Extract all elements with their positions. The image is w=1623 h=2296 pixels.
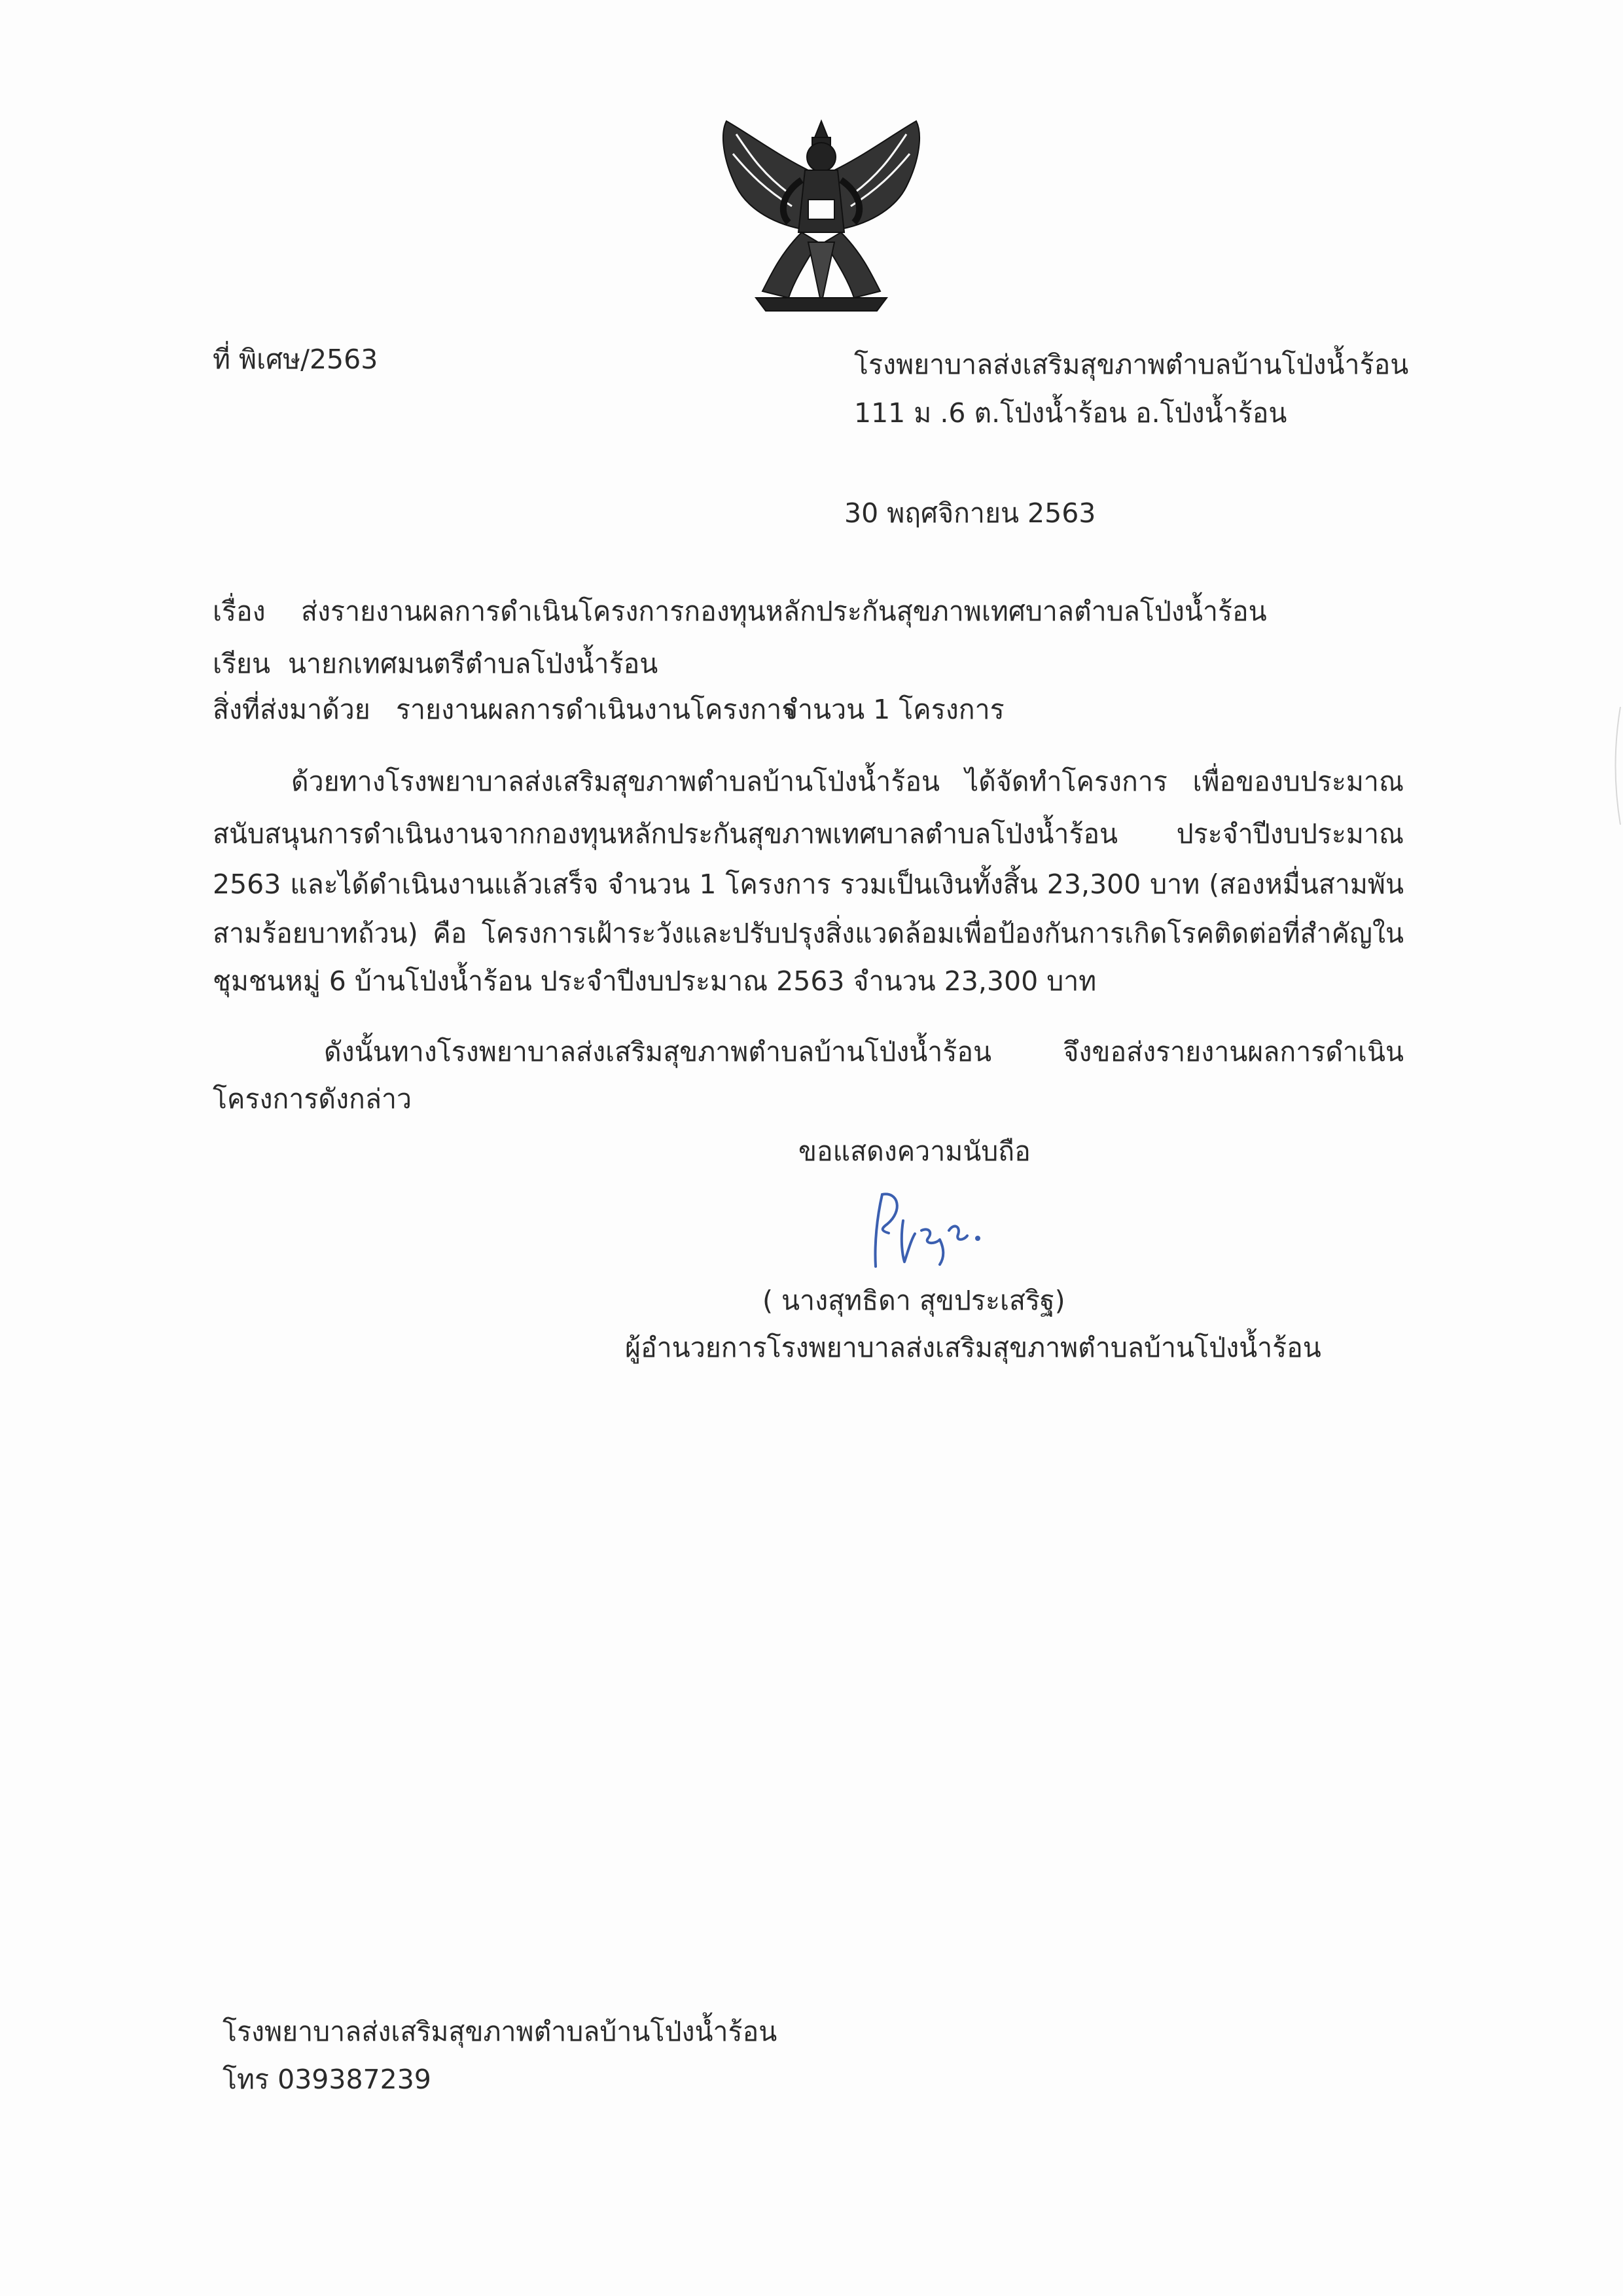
paragraph-2-line-2: โครงการดังกล่าว bbox=[213, 1083, 412, 1115]
sender-organization: โรงพยาบาลส่งเสริมสุขภาพตำบลบ้านโป่งน้ำร้อน bbox=[854, 349, 1409, 380]
paragraph-1-line-2: สนับสนุนการดำเนินงานจากกองทุนหลักประกันสุขภาพเทศบาลตำบลโป่งน้ำร้อน ประจำปีงบประมาณ bbox=[213, 818, 1404, 850]
subject-text: ส่งรายงานผลการดำเนินโครงการกองทุนหลักประกันสุขภาพเทศบาลตำบลโป่งน้ำร้อน bbox=[301, 596, 1267, 627]
paragraph-1-line-1: ด้วยทางโรงพยาบาลส่งเสริมสุขภาพตำบลบ้านโป่งน้ำร้อน ได้จัดทำโครงการ เพื่อของบประมาณ bbox=[291, 766, 1404, 797]
subject-label: เรื่อง bbox=[213, 596, 266, 627]
enclosure-text: รายงานผลการดำเนินงานโครงการ bbox=[396, 694, 796, 725]
footer-phone: โทร 039387239 bbox=[223, 2064, 431, 2095]
paragraph-1-line-3: 2563 และได้ดำเนินงานแล้วเสร็จ จำนวน 1 โครงการ รวมเป็นเงินทั้งสิ้น 23,300 บาท (สองหมื่นสามพัน bbox=[213, 869, 1404, 900]
letter-date: 30 พฤศจิกายน 2563 bbox=[844, 497, 1096, 529]
paper-edge-mark bbox=[1609, 707, 1623, 825]
closing-regards: ขอแสดงความนับถือ bbox=[798, 1136, 1031, 1167]
footer-organization: โรงพยาบาลส่งเสริมสุขภาพตำบลบ้านโป่งน้ำร้อน bbox=[223, 2016, 777, 2047]
reference-number: ที่ พิเศษ/2563 bbox=[213, 344, 378, 375]
garuda-emblem-icon bbox=[710, 108, 933, 324]
recipient-label: เรียน bbox=[213, 648, 271, 679]
paragraph-2-line-1: ดังนั้นทางโรงพยาบาลส่งเสริมสุขภาพตำบลบ้านโป่งน้ำร้อน จึงขอส่งรายงานผลการดำเนิน bbox=[324, 1036, 1404, 1067]
signer-title: ผู้อำนวยการโรงพยาบาลส่งเสริมสุขภาพตำบลบ้านโป่งน้ำร้อน bbox=[625, 1332, 1321, 1363]
sender-address: 111 ม .6 ต.โป่งน้ำร้อน อ.โป่งน้ำร้อน bbox=[854, 397, 1287, 429]
signer-name: ( นางสุทธิดา สุขประเสริฐ) bbox=[762, 1285, 1065, 1316]
paragraph-1-line-4: สามร้อยบาทถ้วน) คือ โครงการเฝ้าระวังและปรับปรุงสิ่งแวดล้อมเพื่อป้องกันการเกิดโรคติดต่อที่สำคัญใน bbox=[213, 918, 1404, 949]
recipient-text: นายกเทศมนตรีตำบลโป่งน้ำร้อน bbox=[288, 648, 658, 679]
handwritten-signature bbox=[863, 1185, 1013, 1276]
enclosure-quantity: จำนวน 1 โครงการ bbox=[782, 694, 1005, 725]
enclosure-label: สิ่งที่ส่งมาด้วย bbox=[213, 694, 370, 725]
paragraph-1-line-5: ชุมชนหมู่ 6 บ้านโป่งน้ำร้อน ประจำปีงบประมาณ 2563 จำนวน 23,300 บาท bbox=[213, 965, 1097, 997]
